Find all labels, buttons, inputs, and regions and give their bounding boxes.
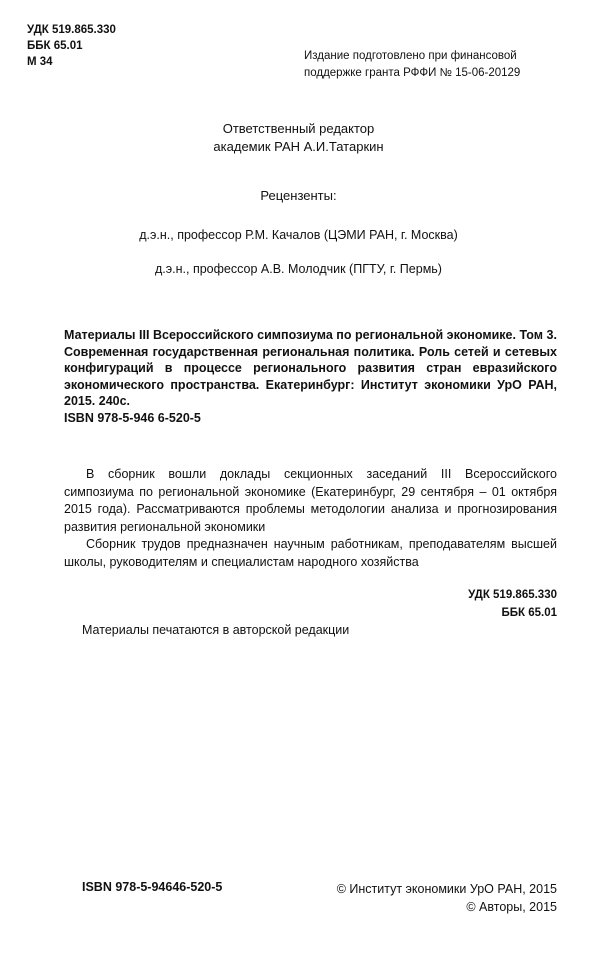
copyright-notices: [300, 880, 557, 916]
grant-note-line-2: поддержке гранта РФФИ № 15-06-20129: [304, 67, 521, 79]
udk-code-right: УДК 519.865.330: [468, 589, 557, 601]
reviewers-heading: Рецензенты:: [260, 188, 337, 203]
abstract-paragraph-2: Сборник трудов предназначен научным работникам, преподавателям высшей школы, руководителям и специалистам народного хозяйства: [64, 537, 557, 569]
bbk-code: ББК 65.01: [27, 40, 83, 52]
editor-role: Ответственный редактор: [222, 121, 375, 136]
copyright-institute: © Институт экономики УрО РАН, 2015: [336, 882, 557, 896]
author-mark: М 34: [27, 56, 53, 68]
reviewer-2: д.э.н., профессор А.В. Молодчик (ПГТУ, г. Пермь): [155, 262, 442, 276]
udk-code: УДК 519.865.330: [27, 24, 116, 36]
author-edition-note: Материалы печатаются в авторской редакции: [82, 623, 350, 637]
grant-note: [304, 48, 564, 82]
isbn-bottom: ISBN 978-5-94646-520-5: [82, 880, 223, 894]
responsible-editor: [0, 120, 597, 156]
citation-isbn: ISBN 978-5-946 6-520-5: [64, 410, 201, 425]
bibliographic-citation: [64, 327, 557, 426]
editor-name: академик РАН А.И.Татаркин: [213, 139, 384, 154]
reviewer-1: д.э.н., профессор Р.М. Качалов (ЦЭМИ РАН, г. Москва): [139, 228, 458, 242]
grant-note-line-1: Издание подготовлено при финансовой: [304, 50, 517, 62]
citation-body: Материалы III Всероссийского симпозиума по региональной экономике. Том 3. Современная государственная региональная политика. Роль сетей и сетевых конфигураций в процессе регионального развития стран евразийского экономического пространства. Екатеринбург: Институт экономики УрО РАН, 2015. 240с.: [64, 328, 557, 408]
abstract: [64, 466, 557, 571]
classification-codes-top-left: [27, 22, 116, 70]
copyright-authors: © Авторы, 2015: [466, 900, 557, 914]
classification-codes-right: [400, 586, 557, 622]
abstract-paragraph-1: В сборник вошли доклады секционных заседаний III Всероссийского симпозиума по региональной экономике (Екатеринбург, 29 сентября – 01 октября 2015 года). Рассматриваются проблемы методологии анализа и прогнозирования развития региональной экономики: [64, 467, 557, 534]
bbk-code-right: ББК 65.01: [501, 607, 557, 619]
